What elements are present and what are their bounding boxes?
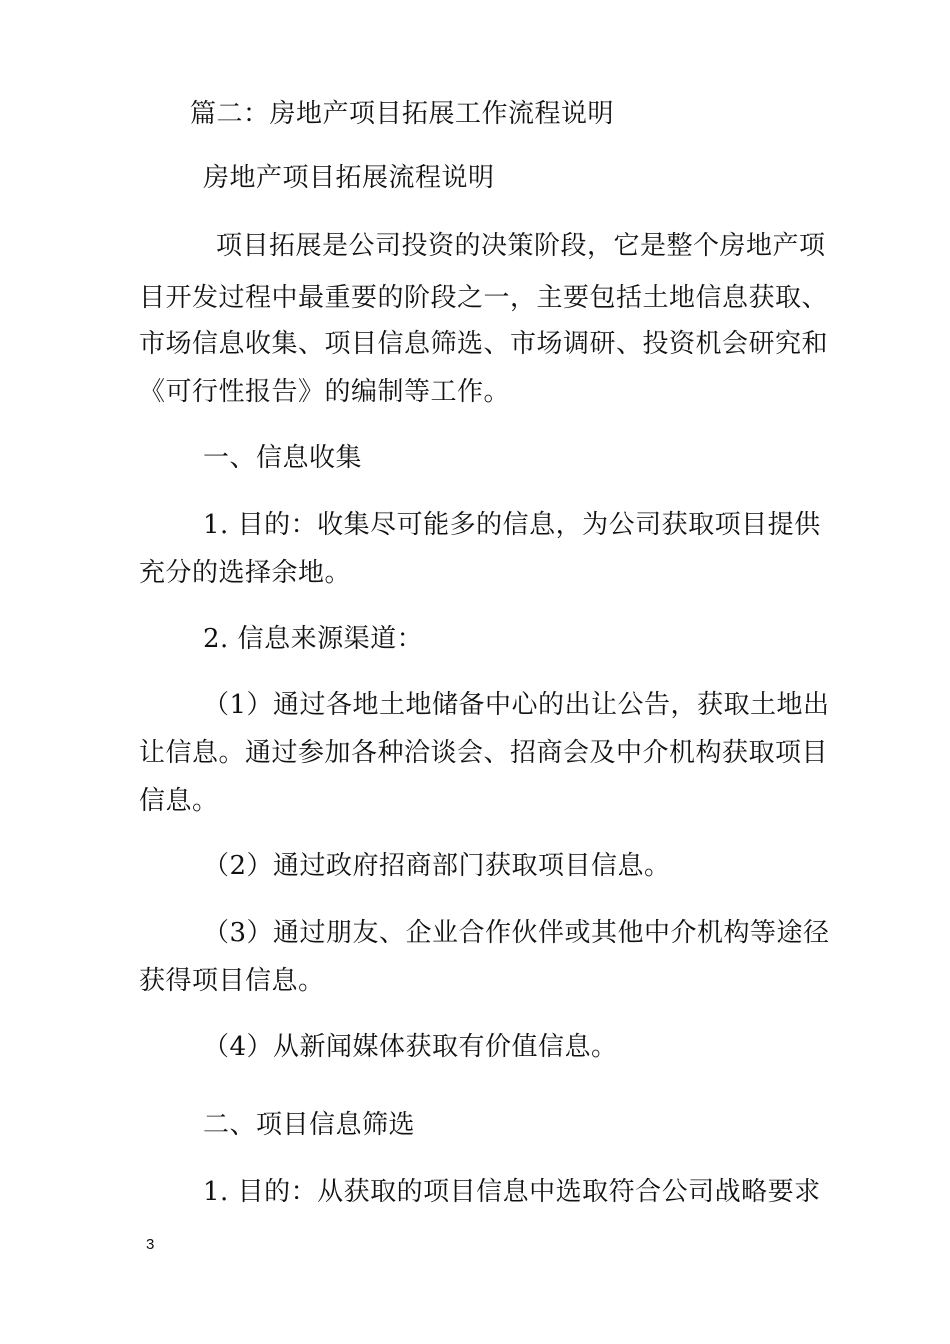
intro-line: 市场信息收集、项目信息筛选、市场调研、投资机会研究和 [139,329,829,359]
paragraph-line: 充分的选择余地。 [139,558,352,588]
page-number: 3 [146,1236,155,1253]
paragraph-line: 1. 目的：从获取的项目信息中选取符合公司战略要求 [203,1177,821,1207]
channels-heading: 2. 信息来源渠道： [203,624,424,654]
intro-line: 项目拓展是公司投资的决策阶段，它是整个房地产项 [216,231,826,261]
list-item: 获得项目信息。 [139,966,325,996]
list-item: （3）通过朋友、企业合作伙伴或其他中介机构等途径 [203,918,830,948]
list-item: 信息。 [139,786,219,816]
doc-title: 篇二：房地产项目拓展工作流程说明 [190,99,615,129]
list-item: 让信息。通过参加各种洽谈会、招商会及中介机构获取项目 [139,738,829,768]
paragraph-line: 1. 目的：收集尽可能多的信息，为公司获取项目提供 [203,510,821,540]
intro-line: 《可行性报告》的编制等工作。 [139,377,511,407]
section-heading: 二、项目信息筛选 [203,1110,416,1140]
list-item: （2）通过政府招商部门获取项目信息。 [203,851,671,881]
list-item: （4）从新闻媒体获取有价值信息。 [203,1032,618,1062]
list-item: （1）通过各地土地储备中心的出让公告，获取土地出 [203,690,830,720]
intro-line: 目开发过程中最重要的阶段之一，主要包括土地信息获取、 [139,283,829,313]
section-heading: 一、信息收集 [203,443,363,473]
doc-subtitle: 房地产项目拓展流程说明 [203,163,495,193]
